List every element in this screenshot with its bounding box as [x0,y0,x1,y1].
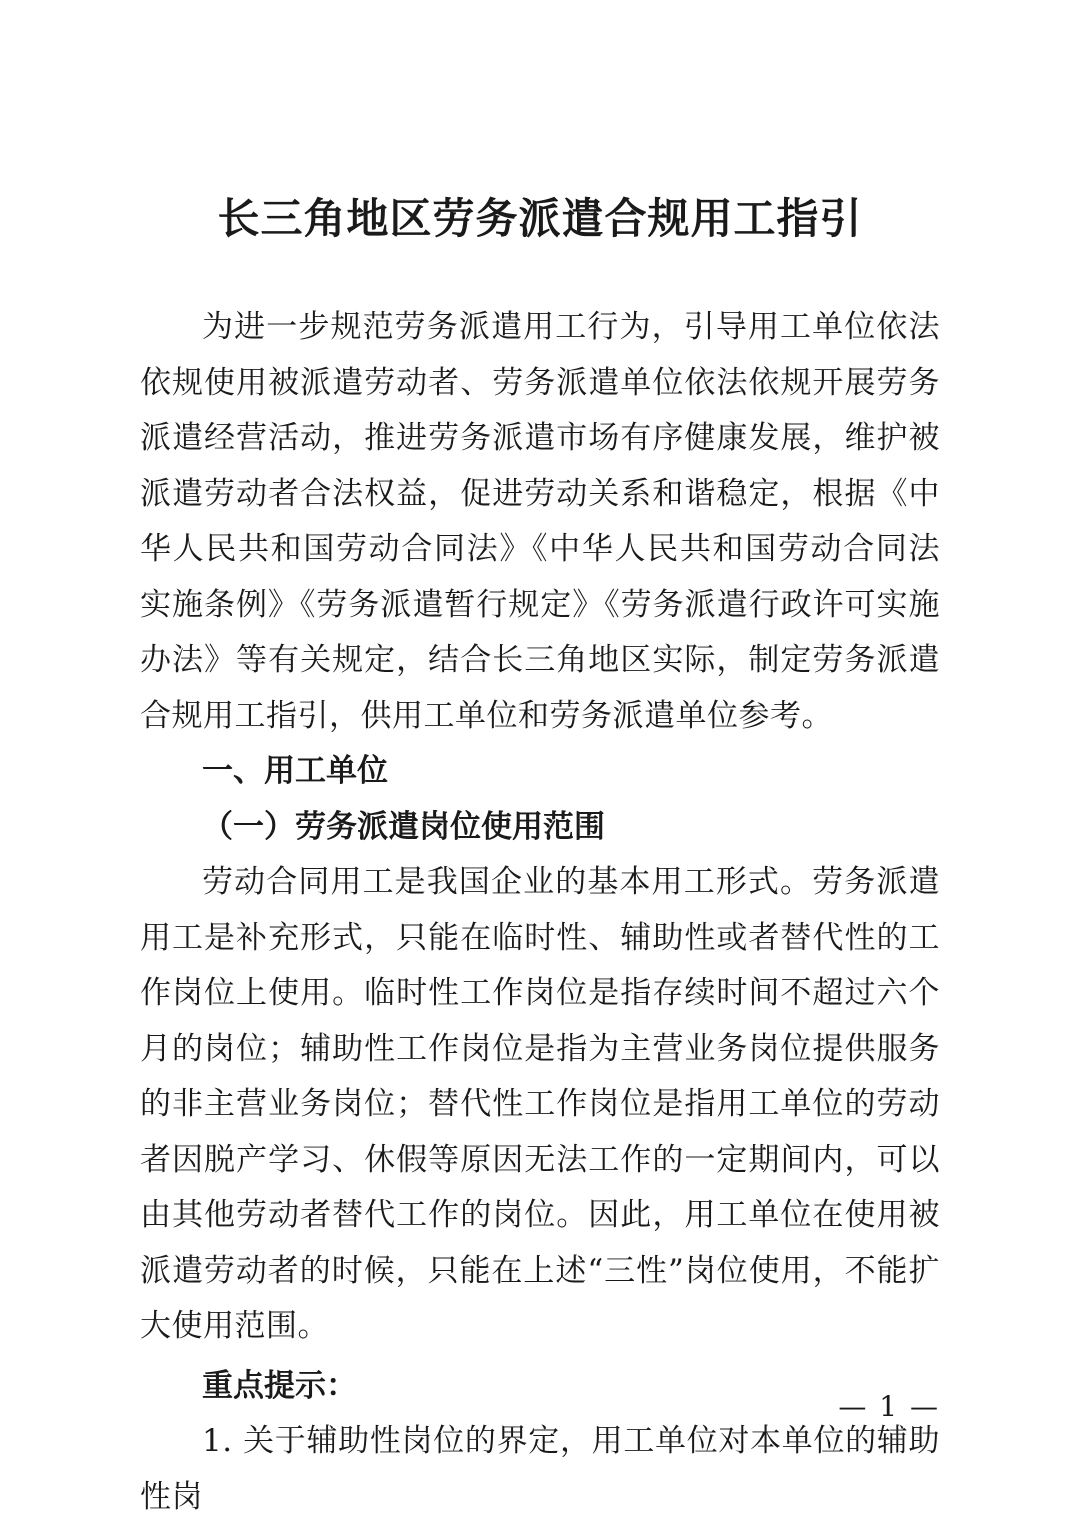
document-title: 长三角地区劳务派遣合规用工指引 [217,194,863,243]
subsection-heading-scope: （一）劳务派遣岗位使用范围 [202,808,605,845]
document-body [140,300,940,1525]
key-points-heading: 重点提示： [202,1367,357,1404]
page-number: — 1 — [838,1390,940,1423]
section-heading-employer: 一、用工单位 [202,753,388,789]
intro-paragraph: 为进一步规范劳务派遣用工行为，引导用工单位依法依规使用被派遣劳动者、劳务派遣单位依法依规开展劳务派遣经营活动，推进劳务派遣市场有序健康发展，维护被派遣劳动者合法权益，促进劳动关系和谐稳定，根据《中华人民共和国劳动合同法》《中华人民共和国劳动合同法实施条例》《劳务派遣暂行规定》《劳务派遣行政许可实施办法》等有关规定，结合长三角地区实际，制定劳务派遣合规用工指引，供用工单位和劳务派遣单位参考。 [140,309,940,734]
scope-paragraph: 劳动合同用工是我国企业的基本用工形式。劳务派遣用工是补充形式，只能在临时性、辅助性或者替代性的工作岗位上使用。临时性工作岗位是指存续时间不超过六个月的岗位；辅助性工作岗位是指为主营业务岗位提供服务的非主营业务岗位；替代性工作岗位是指用工单位的劳动者因脱产学习、休假等原因无法工作的一定期间内，可以由其他劳动者替代工作的岗位。因此，用工单位在使用被派遣劳动者的时候，只能在上述“三性”岗位使用，不能扩大使用范围。 [140,864,940,1344]
key-point-1: 1. 关于辅助性岗位的界定，用工单位对本单位的辅助性岗 [140,1423,940,1515]
